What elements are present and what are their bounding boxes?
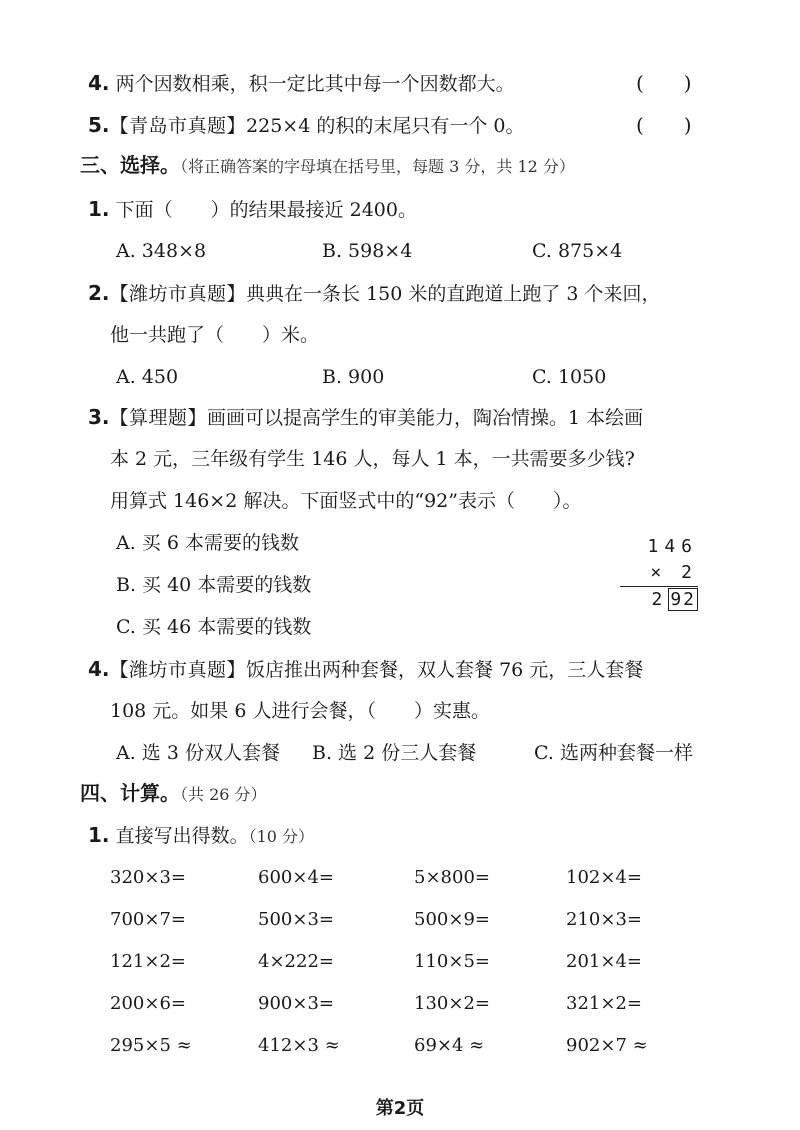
question-text-line-1: 饭店推出两种套餐，双人套餐 76 元，三人套餐 [246,659,644,681]
page-number: 第2页 [375,1098,425,1119]
question-number: 4. [88,71,110,95]
option-b[interactable]: B. 买 40 本需要的钱数 [116,574,312,596]
option-b[interactable]: B. 选 2 份三人套餐 [312,742,477,764]
calc-item[interactable]: 4×222= [258,951,334,972]
question-number: 2. [88,281,110,305]
question-text-line-2: 本 2 元，三年级有学生 146 人，每人 1 本，一共需要多少钱? [110,448,635,470]
calc-item[interactable]: 500×3= [258,909,334,930]
calc-item[interactable]: 200×6= [110,993,186,1014]
calc-question-1 [88,822,314,850]
question-text-line-1: 画画可以提高学生的审美能力，陶冶情操。1 本绘画 [207,407,644,429]
question-text: 直接写出得数。 [115,825,249,847]
question-text: 225×4 的积的末尾只有一个 0。 [246,115,525,137]
option-c[interactable]: C. 选两种套餐一样 [534,742,693,764]
option-c[interactable]: C. 1050 [532,366,607,388]
question-text: 两个因数相乘，积一定比其中每一个因数都大。 [115,73,515,95]
option-a[interactable]: A. 选 3 份双人套餐 [116,742,280,764]
calc-item[interactable]: 900×3= [258,993,334,1014]
calc-item[interactable]: 700×7= [110,909,186,930]
product-digit: 2 [651,589,669,610]
vertical-multiplication [612,534,698,613]
multiplier-row [612,560,698,586]
highlighted-92: 92 [670,589,696,610]
section-title: 三、选择。 [80,153,180,177]
section-3-header [80,152,575,180]
option-b[interactable]: B. 598×4 [322,240,413,262]
question-number: 5. [88,113,110,137]
question-text-line-1: 典典在一条长 150 米的直跑道上跑了 3 个来回， [246,283,661,305]
calc-item[interactable]: 295×5 ≈ [110,1035,192,1056]
question-note: （10 分） [248,827,315,846]
source-tag: 【青岛市真题】 [109,115,247,137]
section-4-header [80,780,267,808]
question-text: 下面（ ）的结果最接近 2400。 [115,199,417,221]
option-a[interactable]: A. 450 [116,366,179,388]
calc-item[interactable]: 201×4= [566,951,642,972]
calc-item[interactable]: 130×2= [414,993,490,1014]
choice-question-3 [88,404,643,431]
question-text-line-2: 108 元。如果 6 人进行会餐，（ ）实惠。 [110,700,490,722]
question-text-line-3: 用算式 146×2 解决。下面竖式中的“92”表示（ ）。 [110,490,582,512]
choice-question-2 [88,280,661,307]
choice-question-4 [88,656,643,683]
question-number: 3. [88,405,110,429]
answer-parentheses[interactable]: ( ) [636,113,692,137]
calc-item[interactable]: 500×9= [414,909,490,930]
product-row [612,587,698,613]
calc-item[interactable]: 121×2= [110,951,186,972]
question-number: 4. [88,657,110,681]
choice-question-1 [88,196,417,223]
question-number: 1. [88,823,110,847]
question-text-line-2: 他一共跑了（ ）米。 [110,324,320,346]
option-a[interactable]: A. 348×8 [116,240,207,262]
calc-item[interactable]: 412×3 ≈ [258,1035,340,1056]
calc-item[interactable]: 210×3= [566,909,642,930]
calc-item[interactable]: 320×3= [110,867,186,888]
calc-item[interactable]: 69×4 ≈ [414,1035,485,1056]
answer-parentheses[interactable]: ( ) [636,71,692,95]
multiplicand: 146 [647,536,698,557]
calc-item[interactable]: 110×5= [414,951,490,972]
multiply-sign: × [650,562,668,583]
calc-item[interactable]: 902×7 ≈ [566,1035,648,1056]
judge-question-5 [88,112,524,139]
multiplier: 2 [681,562,698,583]
calc-item[interactable]: 321×2= [566,993,642,1014]
section-note: （共 26 分） [180,785,267,804]
question-number: 1. [88,197,110,221]
option-c[interactable]: C. 875×4 [532,240,623,262]
source-tag: 【潍坊市真题】 [109,659,247,681]
calc-item[interactable]: 5×800= [414,867,490,888]
calc-item[interactable]: 102×4= [566,867,642,888]
calc-item[interactable]: 600×4= [258,867,334,888]
source-tag: 【算理题】 [109,407,208,429]
option-a[interactable]: A. 买 6 本需要的钱数 [116,532,299,554]
section-note: （将正确答案的字母填在括号里，每题 3 分，共 12 分） [180,157,575,176]
option-c[interactable]: C. 买 46 本需要的钱数 [116,616,312,638]
section-title: 四、计算。 [80,781,180,805]
option-b[interactable]: B. 900 [322,366,385,388]
source-tag: 【潍坊市真题】 [109,283,247,305]
judge-question-4 [88,70,515,97]
